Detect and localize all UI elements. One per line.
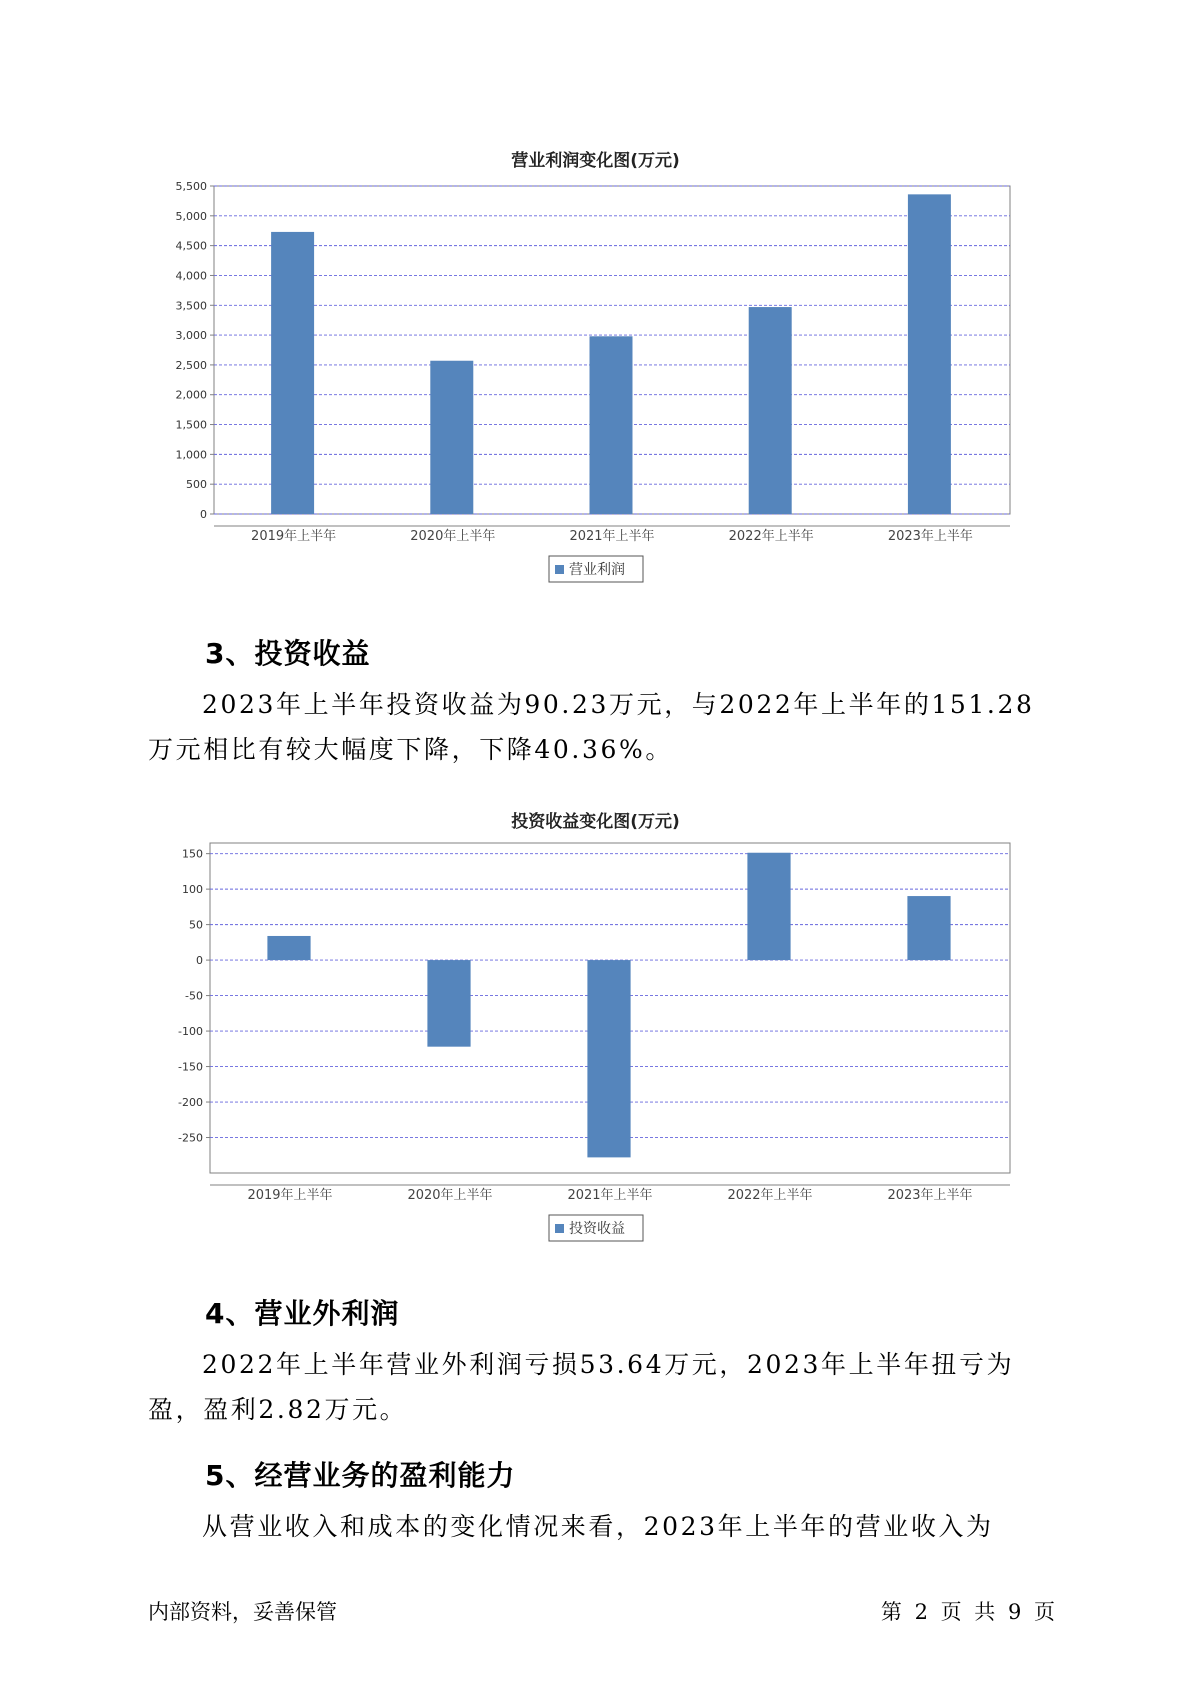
- x-tick-label: 2020年上半年: [410, 529, 496, 544]
- x-tick-label: 2023年上半年: [887, 529, 973, 544]
- x-tick-label: 2022年上半年: [727, 1188, 813, 1203]
- bar: [747, 853, 790, 960]
- y-tick-label: 2,000: [175, 388, 207, 402]
- x-tick-label: 2021年上半年: [569, 529, 655, 544]
- y-tick-label: -200: [178, 1096, 203, 1110]
- y-tick-label: 100: [182, 883, 203, 897]
- legend-label: 投资收益: [569, 1221, 625, 1237]
- y-tick-label: 1,500: [175, 418, 207, 432]
- y-tick-label: 3,500: [175, 299, 207, 313]
- bar: [267, 936, 310, 960]
- bar: [587, 960, 630, 1157]
- x-tick-label: 2020年上半年: [407, 1188, 493, 1203]
- x-tick-label: 2019年上半年: [247, 1188, 333, 1203]
- footer-page-number: 第 2 页 共 9 页: [880, 1600, 1055, 1624]
- section-paragraph-profitability: 从营业收入和成本的变化情况来看，2023年上半年的营业收入为: [202, 1512, 994, 1541]
- section-heading-investment-income: 3、投资收益: [205, 637, 371, 670]
- y-tick-label: 2,500: [175, 358, 207, 372]
- y-tick-label: -150: [178, 1060, 203, 1074]
- bar: [427, 960, 470, 1047]
- section-heading-non-operating-profit: 4、营业外利润: [205, 1297, 400, 1330]
- y-tick-label: -50: [185, 989, 203, 1003]
- section-heading-profitability: 5、经营业务的盈利能力: [205, 1459, 516, 1492]
- x-tick-label: 2019年上半年: [251, 529, 337, 544]
- y-tick-label: 0: [200, 508, 207, 521]
- y-tick-label: 0: [196, 954, 203, 968]
- y-tick-label: 150: [182, 847, 203, 861]
- section-paragraph-investment-income: 2023年上半年投资收益为90.23万元，与2022年上半年的151.28万元相比有较大幅度下降，下降40.36%。: [148, 690, 1035, 764]
- y-tick-label: 5,500: [175, 180, 207, 193]
- footer-confidential-note: 内部资料，妥善保管: [148, 1600, 337, 1624]
- y-tick-label: 1,000: [175, 448, 207, 462]
- bar: [907, 896, 950, 960]
- y-tick-label: 4,500: [175, 239, 207, 253]
- y-tick-label: -250: [178, 1131, 203, 1145]
- y-tick-label: -100: [178, 1025, 203, 1039]
- y-tick-label: 5,000: [175, 209, 207, 223]
- y-tick-label: 50: [189, 918, 203, 932]
- x-tick-label: 2022年上半年: [728, 529, 814, 544]
- chart-title-operating-profit: 营业利润变化图(万元): [511, 151, 680, 171]
- x-tick-label: 2021年上半年: [567, 1188, 653, 1203]
- y-tick-label: 4,000: [175, 269, 207, 283]
- section-paragraph-non-operating-profit: 2022年上半年营业外利润亏损53.64万元，2023年上半年扭亏为盈，盈利2.82万元。: [148, 1350, 1015, 1424]
- y-tick-label: 3,000: [175, 329, 207, 343]
- chart-title-investment-income: 投资收益变化图(万元): [511, 812, 680, 832]
- legend-swatch: [555, 1224, 564, 1233]
- y-tick-label: 500: [186, 478, 207, 492]
- x-tick-label: 2023年上半年: [887, 1188, 973, 1203]
- legend-label: 营业利润: [569, 562, 625, 578]
